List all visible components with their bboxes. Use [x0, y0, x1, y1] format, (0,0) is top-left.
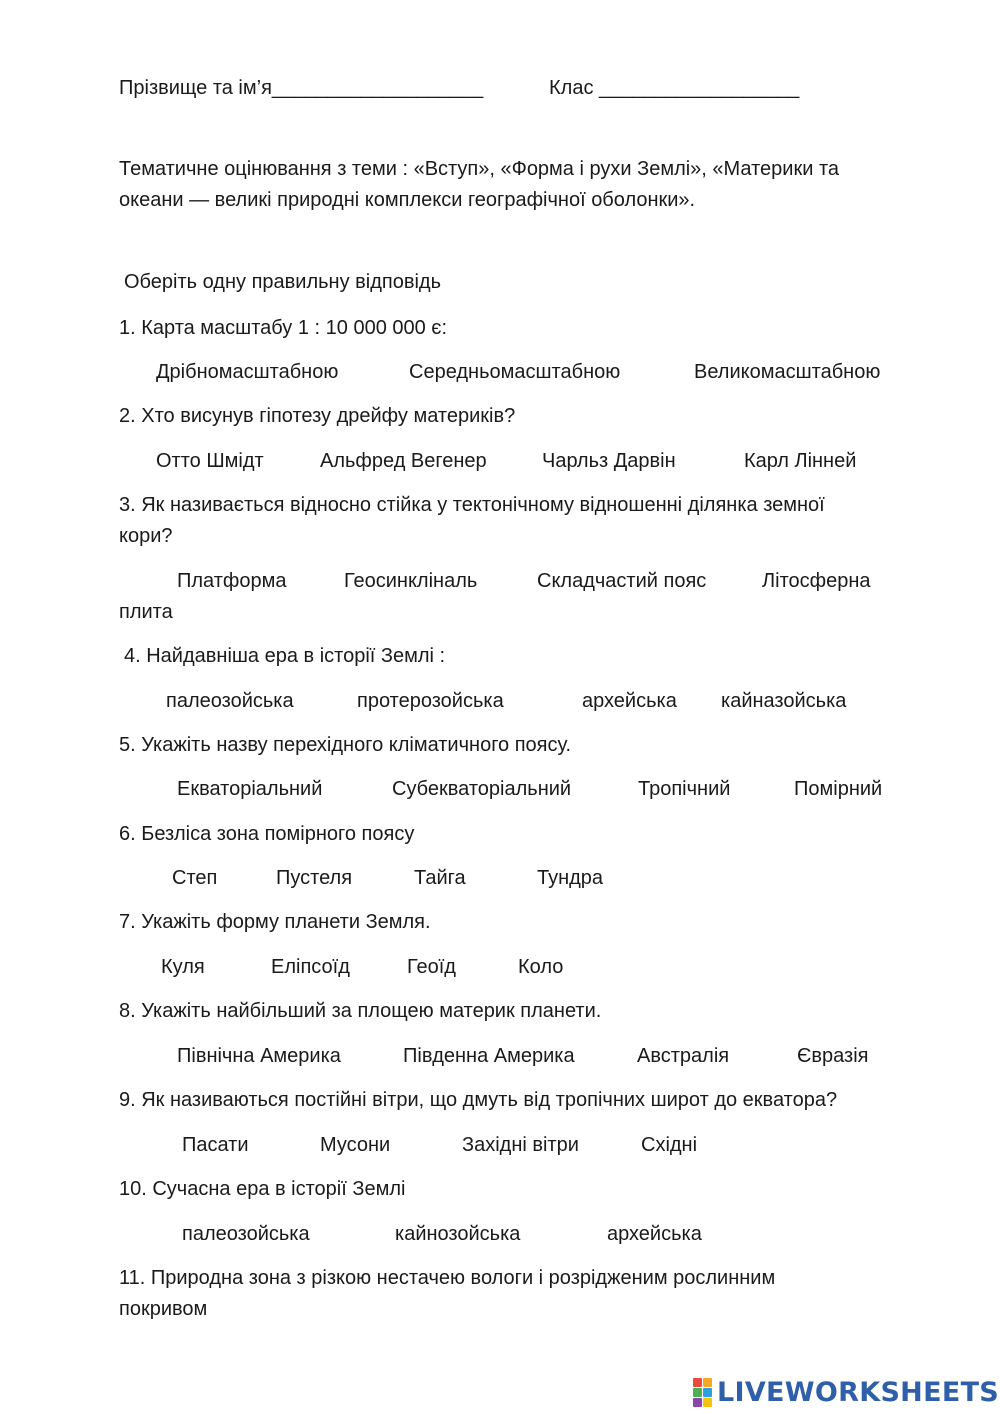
question-4: 4. Найдавніша ера в історії Землі : — [124, 645, 446, 667]
class-field-label: Клас __________________ — [549, 77, 800, 99]
logo-square-4 — [703, 1388, 712, 1397]
q1-option-1[interactable]: Дрібномасштабною — [156, 361, 339, 383]
intro-line-1: Тематичне оцінювання з теми : «Вступ», «Форма і рухи Землі», «Материки та — [119, 158, 839, 180]
q4-option-1[interactable]: палеозойська — [166, 690, 294, 712]
question-6: 6. Безліса зона помірного поясу — [119, 823, 415, 845]
question-11-line-2: покривом — [119, 1298, 208, 1320]
q9-option-2[interactable]: Мусони — [320, 1134, 391, 1156]
q5-option-3[interactable]: Тропічний — [638, 778, 731, 800]
question-2: 2. Хто висунув гіпотезу дрейфу материків? — [119, 405, 516, 427]
q3-option-4[interactable]: Літосферна — [762, 570, 871, 592]
question-11-line-1: 11. Природна зона з різкою нестачею вологи і розрідженим рослинним — [119, 1267, 776, 1289]
question-9: 9. Як називаються постійні вітри, що дмуть від тропічних широт до екватора? — [119, 1089, 838, 1111]
q4-option-2[interactable]: протерозойська — [357, 690, 504, 712]
q1-option-3[interactable]: Великомасштабною — [694, 361, 881, 383]
liveworksheets-logo-icon — [693, 1378, 712, 1407]
logo-square-6 — [703, 1398, 712, 1407]
q5-option-4[interactable]: Помірний — [794, 778, 883, 800]
question-5: 5. Укажіть назву перехідного кліматичного поясу. — [119, 734, 572, 756]
q2-option-2[interactable]: Альфред Вегенер — [320, 450, 487, 472]
question-10: 10. Сучасна ера в історії Землі — [119, 1178, 406, 1200]
liveworksheets-logo-text: LIVEWORKSHEETS — [717, 1376, 1000, 1408]
q9-option-3[interactable]: Західні вітри — [462, 1134, 579, 1156]
q7-option-4[interactable]: Коло — [518, 956, 564, 978]
q2-option-3[interactable]: Чарльз Дарвін — [542, 450, 676, 472]
q4-option-4[interactable]: кайназойська — [721, 690, 847, 712]
q3-option-4-wrap[interactable]: плита — [119, 601, 173, 623]
q8-option-3[interactable]: Австралія — [637, 1045, 730, 1067]
question-1: 1. Карта масштабу 1 : 10 000 000 є: — [119, 317, 448, 339]
question-3-line-1: 3. Як називається відносно стійка у тектонічному відношенні ділянка земної — [119, 494, 825, 516]
q8-option-1[interactable]: Північна Америка — [177, 1045, 341, 1067]
q7-option-1[interactable]: Куля — [161, 956, 205, 978]
q5-option-2[interactable]: Субекваторіальний — [392, 778, 572, 800]
intro-line-2: океани — великі природні комплекси географічної оболонки». — [119, 189, 696, 211]
liveworksheets-logo — [693, 1377, 999, 1407]
logo-square-3 — [693, 1388, 702, 1397]
q9-option-1[interactable]: Пасати — [182, 1134, 249, 1156]
logo-square-1 — [693, 1378, 702, 1387]
q9-option-4[interactable]: Східні — [641, 1134, 698, 1156]
q6-option-4[interactable]: Тундра — [537, 867, 604, 889]
q5-option-1[interactable]: Екваторіальний — [177, 778, 323, 800]
q6-option-3[interactable]: Тайга — [414, 867, 466, 889]
q4-option-3[interactable]: архейська — [582, 690, 677, 712]
question-7: 7. Укажіть форму планети Земля. — [119, 911, 431, 933]
q3-option-1[interactable]: Платформа — [177, 570, 287, 592]
logo-square-2 — [703, 1378, 712, 1387]
q6-option-2[interactable]: Пустеля — [276, 867, 353, 889]
q1-option-2[interactable]: Середньомасштабною — [409, 361, 621, 383]
q10-option-2[interactable]: кайнозойська — [395, 1223, 521, 1245]
q10-option-3[interactable]: архейська — [607, 1223, 702, 1245]
question-8: 8. Укажіть найбільший за площею материк планети. — [119, 1000, 602, 1022]
q8-option-2[interactable]: Південна Америка — [403, 1045, 575, 1067]
q10-option-1[interactable]: палеозойська — [182, 1223, 310, 1245]
q7-option-3[interactable]: Геоїд — [407, 956, 456, 978]
q2-option-1[interactable]: Отто Шмідт — [156, 450, 264, 472]
question-3-line-2: кори? — [119, 525, 173, 547]
q2-option-4[interactable]: Карл Лінней — [744, 450, 857, 472]
q8-option-4[interactable]: Євразія — [797, 1045, 869, 1067]
q3-option-3[interactable]: Складчастий пояс — [537, 570, 707, 592]
instruction: Оберіть одну правильну відповідь — [124, 271, 441, 293]
q3-option-2[interactable]: Геосинкліналь — [344, 570, 478, 592]
name-field-label: Прізвище та ім’я___________________ — [119, 77, 484, 99]
logo-square-5 — [693, 1398, 702, 1407]
q6-option-1[interactable]: Степ — [172, 867, 218, 889]
q7-option-2[interactable]: Еліпсоїд — [271, 956, 350, 978]
